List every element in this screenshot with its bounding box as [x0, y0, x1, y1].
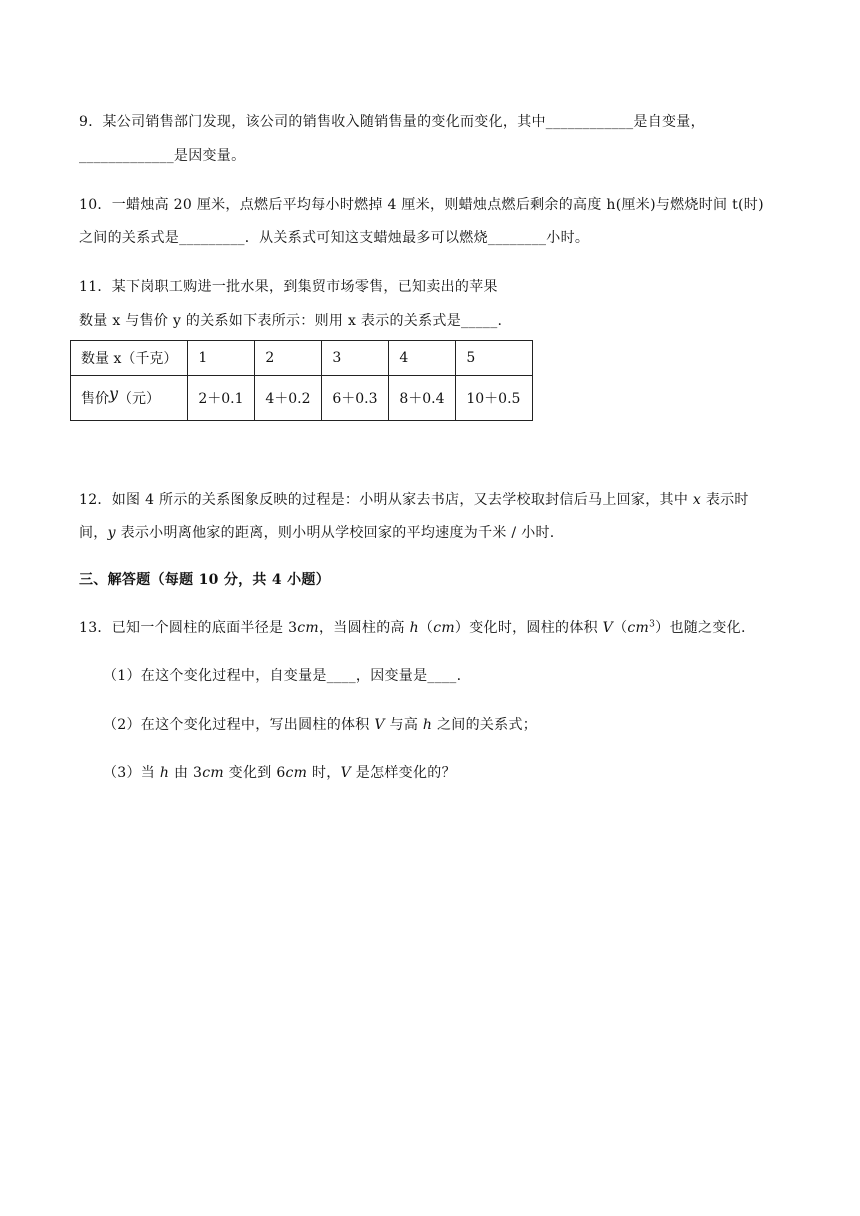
table-row — [71, 341, 533, 376]
table-cell: 8＋0.4 — [389, 376, 456, 421]
q13-text: 时， — [307, 765, 341, 781]
q13-text: ，当圆柱的高 — [319, 620, 410, 636]
q12-line-1 — [79, 490, 749, 510]
q13-part-3 — [103, 763, 456, 783]
q10-line-2: 之间的关系式是_________．从关系式可知这支蜡烛最多可以燃烧________小时。 — [79, 230, 590, 246]
q13-text: ）变化时，圆柱的体积 — [454, 620, 603, 636]
q13-text: 变化到 6 — [223, 765, 286, 781]
unit-cm: cm — [627, 620, 650, 636]
unit-cm: cm — [433, 620, 455, 636]
table-cell: 4 — [389, 341, 456, 376]
q12-text: 表示时 — [701, 492, 749, 508]
price-label: 售价 — [81, 391, 109, 407]
q12-text: 表示小明离他家的距离，则小明从学校回家的平均速度为千米 / 小时. — [115, 525, 555, 541]
unit-cm: cm — [202, 765, 224, 781]
q12-text: 12．如图 4 所示的关系图象反映的过程是：小明从家去书店，又去学校取封信后马上回家，其中 — [79, 492, 693, 508]
q13-part-1: （1）在这个变化过程中，自变量是____，因变量是____. — [103, 668, 462, 684]
table-header-cell — [71, 376, 188, 421]
price-variable: y — [109, 384, 119, 403]
q13-part-2 — [103, 715, 537, 735]
q13-stem — [79, 618, 746, 638]
q11-price-table — [70, 340, 533, 421]
q13-text: 之间的关系式； — [432, 717, 538, 733]
q9-line-1: 9．某公司销售部门发现，该公司的销售收入随销售量的变化而变化，其中____________是自变量， — [79, 114, 705, 130]
q13-text: ）也随之变化. — [655, 620, 746, 636]
exponent: 3 — [649, 619, 656, 630]
q12-var-x: x — [692, 492, 702, 508]
q13-text: （3）当 — [103, 765, 160, 781]
table-header-cell: 数量 x（千克） — [71, 341, 188, 376]
table-cell: 4＋0.2 — [255, 376, 322, 421]
section-title: 三、解答题（每题 10 分，共 4 小题） — [79, 572, 331, 588]
q13-text: 13．已知一个圆柱的底面半径是 3 — [79, 620, 298, 636]
q13-text: 由 3 — [169, 765, 203, 781]
q12-var-y: y — [107, 525, 116, 541]
var-h: h — [159, 765, 170, 781]
q13-text: 是怎样变化的？ — [351, 765, 456, 781]
table-cell: 3 — [322, 341, 389, 376]
q11-line-1: 11．某下岗职工购进一批水果，到集贸市场零售，已知卖出的苹果 — [79, 279, 498, 295]
table-cell: 5 — [456, 341, 533, 376]
var-v: V — [340, 765, 352, 781]
price-unit: （元） — [118, 391, 161, 407]
q13-text: （ — [613, 620, 628, 636]
table-cell: 1 — [188, 341, 255, 376]
var-v: V — [602, 620, 614, 636]
table-row — [71, 376, 533, 421]
q13-text: 与高 — [384, 717, 423, 733]
q12-line-2 — [79, 523, 555, 543]
unit-cm: cm — [285, 765, 308, 781]
q9-line-2: _____________是因变量。 — [79, 148, 246, 164]
var-v: V — [374, 717, 385, 733]
var-h: h — [409, 620, 419, 636]
table-cell: 2 — [255, 341, 322, 376]
var-h: h — [422, 717, 433, 733]
table-cell: 2＋0.1 — [188, 376, 255, 421]
q12-text: 间， — [79, 525, 108, 541]
unit-cm: cm — [297, 620, 319, 636]
table-cell: 6＋0.3 — [322, 376, 389, 421]
q13-text: （ — [418, 620, 434, 636]
q11-line-2: 数量 x 与售价 y 的关系如下表所示：则用 x 表示的关系式是_____. — [79, 313, 503, 329]
q10-line-1: 10．一蜡烛高 20 厘米，点燃后平均每小时燃掉 4 厘米，则蜡烛点燃后剩余的高度 h(厘米)与燃烧时间 t(时) — [79, 197, 764, 213]
table-cell: 10＋0.5 — [456, 376, 533, 421]
q13-text: （2）在这个变化过程中，写出圆柱的体积 — [103, 717, 375, 733]
